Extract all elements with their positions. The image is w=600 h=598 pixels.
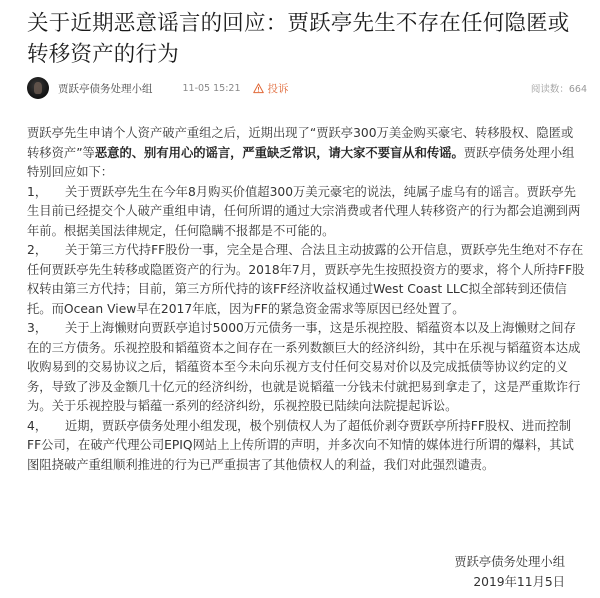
list-item	[27, 241, 585, 319]
author-name[interactable]: 贾跃亭债务处理小组	[58, 82, 153, 95]
report-link[interactable]	[253, 81, 289, 96]
article-title: 关于近期恶意谣言的回应：贾跃亭先生不存在任何隐匿或转移资产的行为	[27, 11, 570, 67]
item-number: 2，	[27, 243, 48, 257]
author-avatar[interactable]	[27, 77, 49, 99]
article-body	[27, 124, 585, 475]
item-number: 3，	[27, 321, 48, 335]
intro-paragraph	[27, 124, 585, 183]
list-item	[27, 319, 585, 417]
list-item	[27, 417, 585, 476]
list-item	[27, 183, 585, 242]
intro-text-2: 贾跃亭债务处理小组特别回应如下：	[27, 145, 575, 179]
read-count: 阅读数：664	[530, 84, 587, 95]
item-number: 4，	[27, 418, 48, 433]
article-meta	[27, 76, 587, 100]
signature-date: 2019年11月5日	[473, 575, 565, 589]
warning-icon	[253, 83, 264, 94]
item-number: 1，	[27, 184, 48, 199]
report-label: 投诉	[267, 82, 289, 95]
item-text: 关于上海懒财向贾跃亭追讨5000万元债务一事，这是乐视控股、韬蕴资本以及上海懒财之间存在的三方债务。乐视控股和韬蕴资本之间存在一系列数额巨大的经济纠纷，其中在乐视与韬蕴资本达成收购易到的交易协议之后，韬蕴资本至今未向乐视方支付任何交易对价以及完成抵债等协议约定的义务，导致了涉及金额几十亿元的经济纠纷，也就是说韬蕴一分钱未付就把易到拿走了，这是严重欺诈行为。关于乐视控股与韬蕴一系列的经济纠纷，乐视控股已陆续向法院提起诉讼。	[27, 321, 581, 413]
signature-org: 贾跃亭债务处理小组	[454, 555, 565, 569]
item-text: 近期，贾跃亭债务处理小组发现，极个别债权人为了超低价剥夺贾跃亭所持FF股权、进而控制FF公司，在破产代理公司EPIQ网站上上传所谓的声明，并多次向不知情的媒体进行所谓的爆料，其试图阻挠破产重组顺利推进的行为已严重损害了其他债权人的利益，我们对此强烈谴责。	[27, 418, 574, 472]
item-text: 关于第三方代持FF股份一事，完全是合理、合法且主动披露的公开信息，贾跃亭先生绝对不存在任何贾跃亭先生转移或隐匿资产的行为。2018年7月，贾跃亭先生按照投资方的要求，将个人所持FF股权转由第三方代持；目前，第三方所代持的该FF经济收益权通过West Coast LLC拟全部转到还债信托。而Ocean View早在2017年底，因为FF的紧急资金需求等原因已经处置了。	[27, 243, 585, 316]
publish-time: 11-05 15:21	[182, 82, 241, 94]
item-text: 关于贾跃亭先生在今年8月购买价值超300万美元豪宅的说法，纯属子虚乌有的谣言。贾跃亭先生目前已经提交个人破产重组申请，任何所谓的通过大宗消费或者代理人转移资产的行为都会追溯到两年前。根据美国法律规定，任何隐瞒不报都是不可能的。	[27, 184, 581, 238]
intro-text-1: 贾跃亭先生申请个人资产破产重组之后，近期出现了“贾跃亭300万美金购买豪宅、转移股权、隐匿或转移资产”等	[27, 126, 574, 160]
signature-block	[454, 552, 565, 592]
intro-bold-text: 恶意的、别有用心的谣言，严重缺乏常识，请大家不要盲从和传谣。	[94, 145, 464, 160]
